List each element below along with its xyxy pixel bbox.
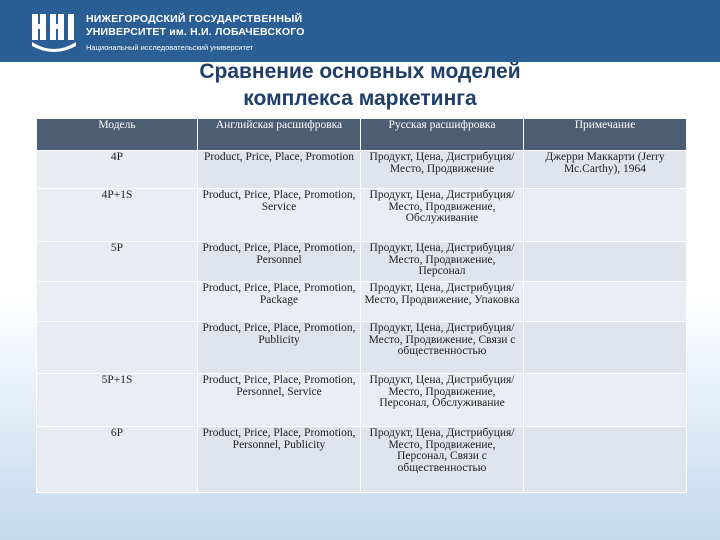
table-row — [37, 282, 687, 322]
cell-note — [524, 322, 687, 374]
unn-logo-icon — [30, 10, 78, 54]
table-header-row — [37, 119, 687, 151]
cell-note: Джерри Маккарти (Jerry Mc.Carthy), 1964 — [524, 151, 687, 189]
table-row — [37, 151, 687, 189]
cell-russian: Продукт, Цена, Дистрибуция/Место, Продвижение, Персонал, Обслуживание — [361, 374, 524, 427]
cell-note — [524, 282, 687, 322]
university-name-line1: НИЖЕГОРОДСКИЙ ГОСУДАРСТВЕННЫЙ — [86, 13, 303, 25]
cell-model: 6P — [37, 427, 198, 493]
cell-model: 5P+1S — [37, 374, 198, 427]
cell-model: 5P — [37, 242, 198, 282]
cell-russian: Продукт, Цена, Дистрибуция/Место, Продвижение, Обслуживание — [361, 189, 524, 242]
cell-model: 4P — [37, 151, 198, 189]
cell-russian: Продукт, Цена, Дистрибуция/Место, Продвижение, Связи с общественностью — [361, 322, 524, 374]
table-row — [37, 374, 687, 427]
cell-model — [37, 322, 198, 374]
cell-english: Product, Price, Place, Promotion, Service — [198, 189, 361, 242]
cell-model — [37, 282, 198, 322]
cell-note — [524, 427, 687, 493]
table-row — [37, 322, 687, 374]
col-header-russian: Русская расшифровка — [361, 119, 524, 151]
table-row — [37, 427, 687, 493]
cell-note — [524, 189, 687, 242]
cell-russian: Продукт, Цена, Дистрибуция/Место, Продвижение — [361, 151, 524, 189]
cell-english: Product, Price, Place, Promotion, Personnel, Service — [198, 374, 361, 427]
table-row — [37, 242, 687, 282]
cell-english: Product, Price, Place, Promotion — [198, 151, 361, 189]
cell-russian: Продукт, Цена, Дистрибуция/Место, Продвижение, Персонал, Связи с общественностью — [361, 427, 524, 493]
marketing-models-table — [36, 118, 687, 493]
slide-title — [120, 58, 600, 112]
cell-english: Product, Price, Place, Promotion, Package — [198, 282, 361, 322]
cell-english: Product, Price, Place, Promotion, Personnel, Publicity — [198, 427, 361, 493]
col-header-note: Примечание — [524, 119, 687, 151]
cell-note — [524, 374, 687, 427]
col-header-model: Модель — [37, 119, 198, 151]
cell-russian: Продукт, Цена, Дистрибуция/Место, Продвижение, Упаковка — [361, 282, 524, 322]
cell-english: Product, Price, Place, Promotion, Publicity — [198, 322, 361, 374]
cell-russian: Продукт, Цена, Дистрибуция/Место, Продвижение, Персонал — [361, 242, 524, 282]
cell-note — [524, 242, 687, 282]
table-row — [37, 189, 687, 242]
university-name-line2: УНИВЕРСИТЕТ им. Н.И. ЛОБАЧЕВСКОГО — [86, 26, 305, 38]
slide-title-line2: комплекса маркетинга — [243, 87, 477, 110]
slide-title-line1: Сравнение основных моделей — [199, 60, 521, 83]
cell-english: Product, Price, Place, Promotion, Personnel — [198, 242, 361, 282]
university-header-bar — [0, 0, 720, 62]
col-header-english: Английская расшифровка — [198, 119, 361, 151]
cell-model: 4P+1S — [37, 189, 198, 242]
university-subtitle: Национальный исследовательский университет — [86, 43, 254, 52]
